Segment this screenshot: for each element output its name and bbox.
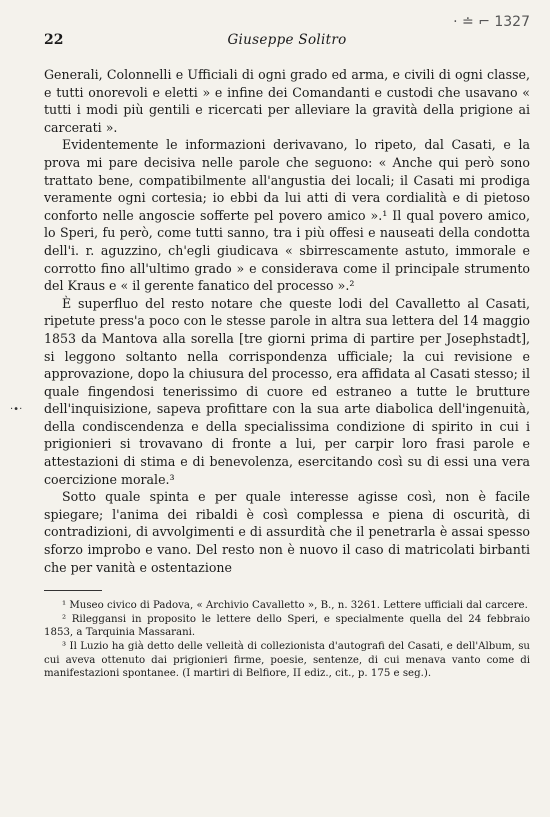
handwritten-annotation: · ≐ ⌐ 1327: [453, 14, 530, 30]
margin-mark: ·•·: [10, 404, 23, 415]
footnote-2: ² Rileggansi in proposito le lettere dello Speri, e specialmente quella del 24 febbraio 1853, a Tarquinia Massarani.: [44, 613, 530, 639]
body-text: [44, 66, 530, 576]
paragraph-1: Generali, Colonnelli e Ufficiali di ogni grado ed arma, e civili di ogni classe, e tutti onorevoli e eletti » e infine dei Comandanti e custodi che usavano « tutti i modi più gentili e ricercati per alleviare la gravità della prigione ai carcerati ».: [44, 67, 530, 135]
footnotes: [44, 599, 530, 681]
paragraph-3: È superfluo del resto notare che queste lodi del Cavalletto al Casati, ripetute press'a poco con le stesse parole in altra sua lettera del 14 maggio 1853 da Mantova alla sorella [tre giorni prima di partire per Josephstadt], si leggono soltanto nella corrispondenza ufficiale; la cui revisione e approvazione, dopo la chiusura del processo, era affidata al Casati stesso; il quale fingendosi tenerissimo di cuore ed estraneo a tutte le brutture dell'inquisizione, sapeva profittare con la sua arte diabolica dell'ingenuità, della condiscendenza e della specialissima condizione di spirito in cui i prigionieri si trovavano di fronte a lui, per carpir loro frasi parole e attestazioni di stima e di benevolenza, esercitando così su di essi una vera coercizione morale.³: [44, 295, 530, 487]
page-number: 22: [44, 32, 64, 48]
book-page: [44, 14, 530, 681]
footnote-rule: [44, 590, 102, 591]
paragraph-4: Sotto quale spinta e per quale interesse agisse così, non è facile spiegare; l'anima dei ribaldi è così complessa e piena di oscurità, di contradizioni, di avvolgimenti e di assurdità che il penetrarla è assai spesso sforzo improbo e vano. Del resto non è nuovo il caso di matricolati birbanti che per vanità e ostentazione: [44, 489, 530, 575]
paragraph-2: Evidentemente le informazioni derivavano, lo ripeto, dal Casati, e la prova mi pare decisiva nelle parole che seguono: « Anche qui però sono trattato bene, compatibilmente all'angustia dei locali; il Casati mi prodiga veramente ogni cortesia; io ebbi da lui atti di vera cordialità e di pietoso conforto nelle angoscie sofferte pel povero amico ».¹ Il qual povero amico, lo Speri, fu però, come tutti sanno, tra i più offesi e nauseati della condotta dell'i. r. aguzzino, ch'egli giudicava « sbirrescamente astuto, immorale e corrotto fino all'ultimo grado » e considerava come il principale strumento del Kraus e « il gerente fanatico del processo ».²: [44, 137, 530, 294]
page-header: [44, 14, 530, 52]
footnote-3: ³ Il Luzio ha già detto delle velleità di collezionista d'autografi del Casati, e dell'Album, su cui aveva ottenuto dai prigionieri firme, poesie, sentenze, di cui menava vanto come di manifestazioni spontanee. (I martiri di Belfiore, II ediz., cit., p. 175 e seg.).: [44, 641, 530, 680]
running-head: Giuseppe Solitro: [227, 32, 347, 48]
footnote-1: ¹ Museo civico di Padova, « Archivio Cavalletto », B., n. 3261. Lettere ufficiali dal carcere.: [62, 600, 528, 612]
